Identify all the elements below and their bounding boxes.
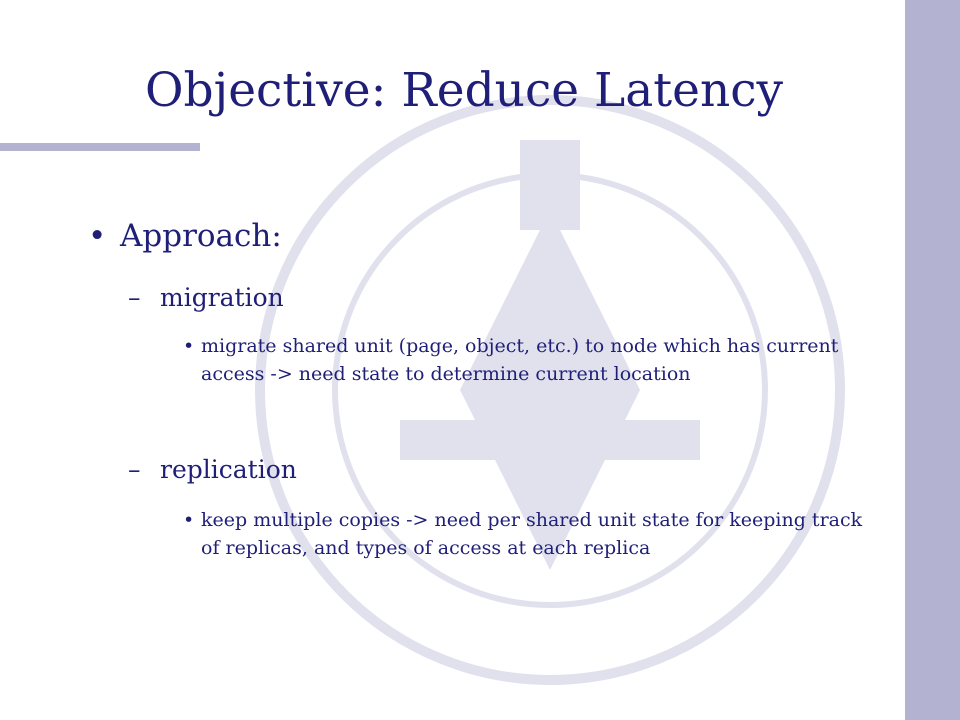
- title-underline-bar: [0, 143, 200, 151]
- detail-migration: [183, 332, 873, 388]
- sub-bullet-migration: [128, 283, 284, 313]
- seal-watermark-icon: [250, 90, 850, 690]
- dash-glyph: –: [128, 455, 141, 484]
- detail-replication: [183, 506, 873, 562]
- sub-bullet-replication: [128, 455, 297, 485]
- bullet-glyph: •: [183, 509, 195, 531]
- detail-replication-text: keep multiple copies -> need per shared unit state for keeping track of replicas, and types of access at each replica: [201, 509, 863, 559]
- bullet-glyph: •: [88, 218, 107, 254]
- slide-title: Objective: Reduce Latency: [145, 63, 784, 118]
- right-accent-bar: [905, 0, 960, 720]
- bullet-glyph: •: [183, 335, 195, 357]
- dash-glyph: –: [128, 283, 141, 312]
- bullet-approach: [88, 218, 282, 255]
- detail-migration-text: migrate shared unit (page, object, etc.) to node which has current access -> need state to determine current location: [201, 335, 839, 385]
- bullet-approach-text: Approach:: [120, 218, 282, 254]
- sub-bullet-migration-text: migration: [160, 283, 284, 312]
- sub-bullet-replication-text: replication: [160, 455, 297, 484]
